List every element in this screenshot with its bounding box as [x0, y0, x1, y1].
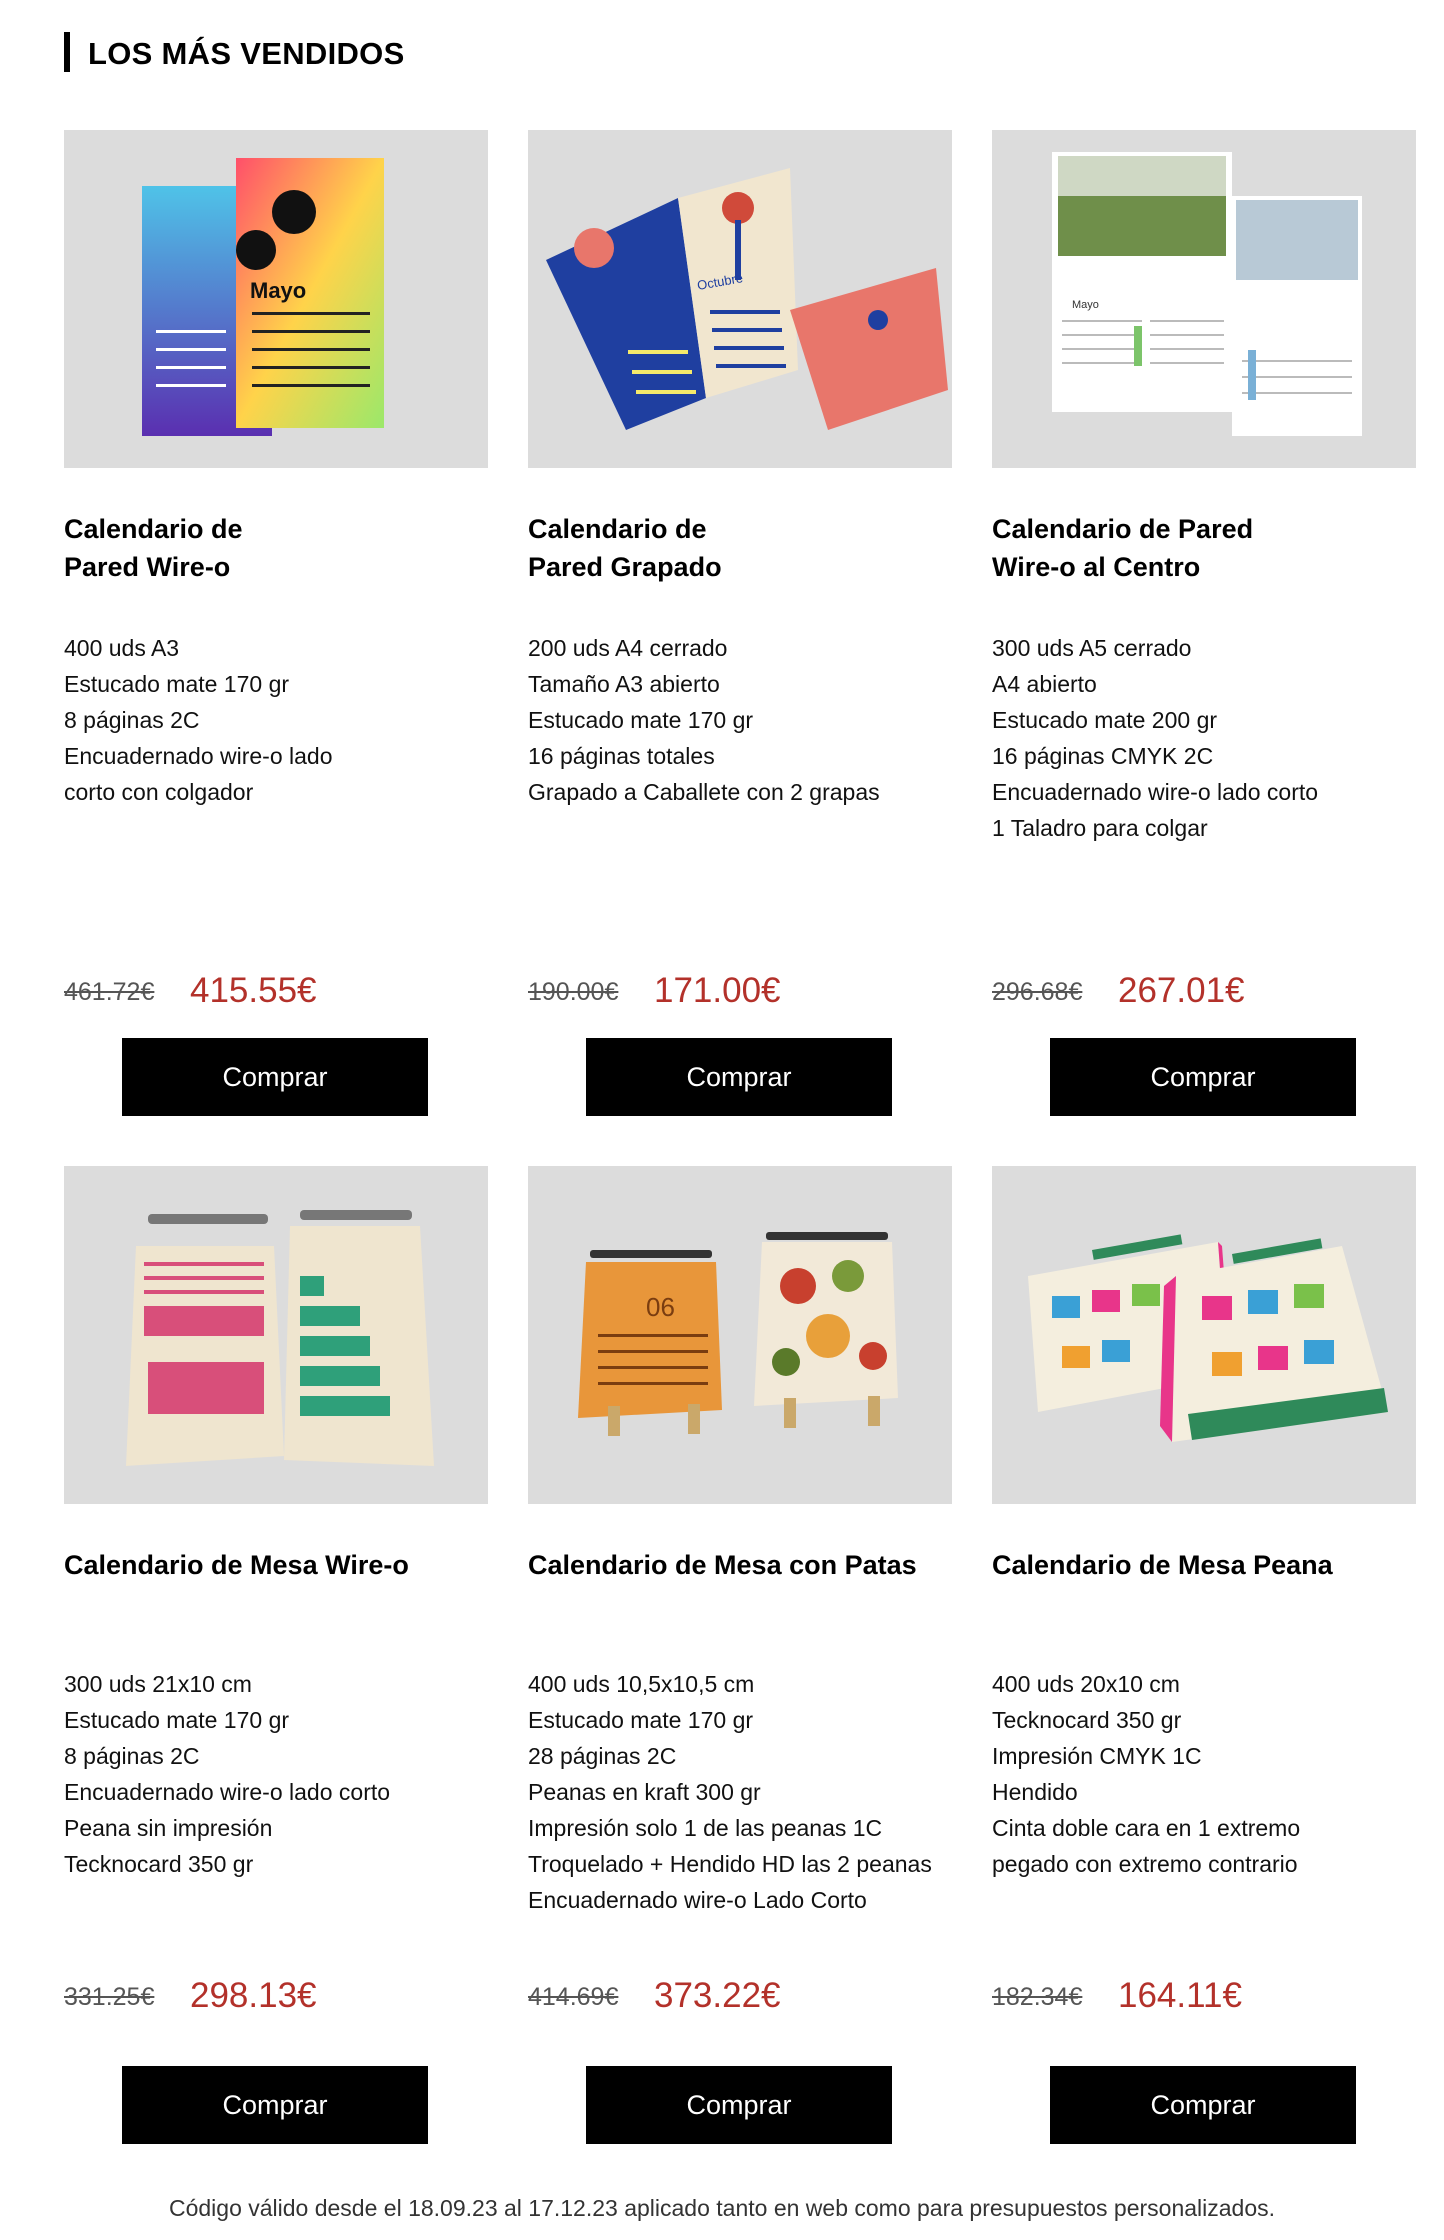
spec-line: Estucado mate 200 gr	[992, 707, 1218, 733]
spec-line: 300 uds A5 cerrado	[992, 635, 1192, 661]
spec-line: 8 páginas 2C	[64, 1743, 200, 1769]
sale-price: 373.22€	[654, 1976, 781, 2015]
spec-line: Impresión CMYK 1C	[992, 1743, 1202, 1769]
spec-line: Tecknocard 350 gr	[992, 1707, 1182, 1733]
sale-price: 267.01€	[1118, 971, 1245, 1010]
spec-line: Peanas en kraft 300 gr	[528, 1779, 761, 1805]
product-specs	[528, 1666, 952, 1918]
product-card	[992, 130, 1416, 1092]
product-specs	[992, 630, 1416, 846]
spec-line: 200 uds A4 cerrado	[528, 635, 728, 661]
spec-line: Encuadernado wire-o lado corto	[64, 1779, 391, 1805]
price-row	[528, 1972, 952, 2016]
buy-button[interactable]: Comprar	[1050, 2066, 1356, 2144]
product-image[interactable]	[992, 130, 1416, 468]
buy-button[interactable]: Comprar	[586, 2066, 892, 2144]
product-image[interactable]	[528, 130, 952, 468]
product-card	[528, 1166, 952, 2120]
spec-line: Hendido	[992, 1779, 1078, 1805]
old-price: 414.69€	[528, 1983, 619, 2011]
product-specs	[64, 1666, 488, 1882]
price-row	[64, 1972, 488, 2016]
product-name[interactable]: Calendario de Pared Wire-o al Centro	[992, 514, 1254, 582]
product-card	[992, 1166, 1416, 2120]
month-label: Octubre	[695, 270, 745, 293]
spec-line: Estucado mate 170 gr	[528, 707, 754, 733]
spec-line: 400 uds 20x10 cm	[992, 1671, 1180, 1697]
old-price: 190.00€	[528, 978, 619, 1006]
spec-line: Impresión solo 1 de las peanas 1C	[528, 1815, 883, 1841]
spec-line: 300 uds 21x10 cm	[64, 1671, 252, 1697]
product-card	[64, 1166, 488, 2120]
promo-footer-note: Código válido desde el 18.09.23 al 17.12.23 aplicado tanto en web como para presupuestos personalizados.	[168, 2195, 1276, 2221]
spec-line: Cinta doble cara en 1 extremo	[992, 1815, 1301, 1841]
spec-line: A4 abierto	[992, 671, 1097, 697]
product-image[interactable]	[528, 1166, 952, 1504]
spec-line: 400 uds 10,5x10,5 cm	[528, 1671, 755, 1697]
spec-line: corto con colgador	[64, 779, 254, 805]
product-image[interactable]	[992, 1166, 1416, 1504]
spec-line: Estucado mate 170 gr	[64, 671, 290, 697]
spec-line: 16 páginas CMYK 2C	[992, 743, 1214, 769]
buy-button[interactable]: Comprar	[586, 1038, 892, 1116]
spec-line: Tecknocard 350 gr	[64, 1851, 254, 1877]
spec-line: Encuadernado wire-o Lado Corto	[528, 1887, 867, 1913]
spec-line: 16 páginas totales	[528, 743, 715, 769]
product-name[interactable]: Calendario de Mesa Peana	[992, 1550, 1333, 1580]
product-name[interactable]: Calendario de Mesa con Patas	[528, 1550, 917, 1580]
spec-line: 1 Taladro para colgar	[992, 815, 1208, 841]
spec-line: 28 páginas 2C	[528, 1743, 677, 1769]
old-price: 331.25€	[64, 1983, 155, 2011]
product-card	[64, 130, 488, 1092]
price-row	[64, 967, 488, 1011]
spec-line: Grapado a Caballete con 2 grapas	[528, 779, 880, 805]
spec-line: Estucado mate 170 gr	[64, 1707, 290, 1733]
product-name[interactable]: Calendario de Pared Wire-o	[64, 514, 243, 582]
buy-button[interactable]: Comprar	[122, 2066, 428, 2144]
spec-line: Peana sin impresión	[64, 1815, 273, 1841]
sale-price: 415.55€	[190, 971, 317, 1010]
sale-price: 298.13€	[190, 1976, 317, 2015]
old-price: 461.72€	[64, 978, 155, 1006]
spec-line: pegado con extremo contrario	[992, 1851, 1298, 1877]
sale-price: 164.11€	[1118, 1976, 1242, 2015]
product-image[interactable]	[64, 130, 488, 468]
product-name[interactable]: Calendario de Mesa Wire-o	[64, 1550, 409, 1580]
spec-line: Estucado mate 170 gr	[528, 1707, 754, 1733]
old-price: 296.68€	[992, 978, 1083, 1006]
buy-button[interactable]: Comprar	[122, 1038, 428, 1116]
spec-line: 8 páginas 2C	[64, 707, 200, 733]
spec-line: Tamaño A3 abierto	[528, 671, 720, 697]
spec-line: Encuadernado wire-o lado corto	[992, 779, 1319, 805]
spec-line: 400 uds A3	[64, 635, 180, 661]
product-name[interactable]: Calendario de Pared Grapado	[528, 514, 722, 582]
product-specs	[992, 1666, 1416, 1882]
price-row	[992, 967, 1416, 1011]
product-specs	[64, 630, 488, 810]
product-image[interactable]	[64, 1166, 488, 1504]
section-title: LOS MÁS VENDIDOS	[64, 32, 405, 72]
price-row	[528, 967, 952, 1011]
spec-line: Encuadernado wire-o lado	[64, 743, 333, 769]
sale-price: 171.00€	[654, 971, 781, 1010]
month-label: Mayo	[1072, 299, 1099, 311]
buy-button[interactable]: Comprar	[1050, 1038, 1356, 1116]
product-specs	[528, 630, 952, 810]
month-label: Mayo	[250, 278, 307, 303]
price-row	[992, 1972, 1416, 2016]
old-price: 182.34€	[992, 1983, 1083, 2011]
spec-line: Troquelado + Hendido HD las 2 peanas	[528, 1851, 932, 1877]
product-card	[528, 130, 952, 1092]
day-label: 06	[646, 1292, 675, 1322]
